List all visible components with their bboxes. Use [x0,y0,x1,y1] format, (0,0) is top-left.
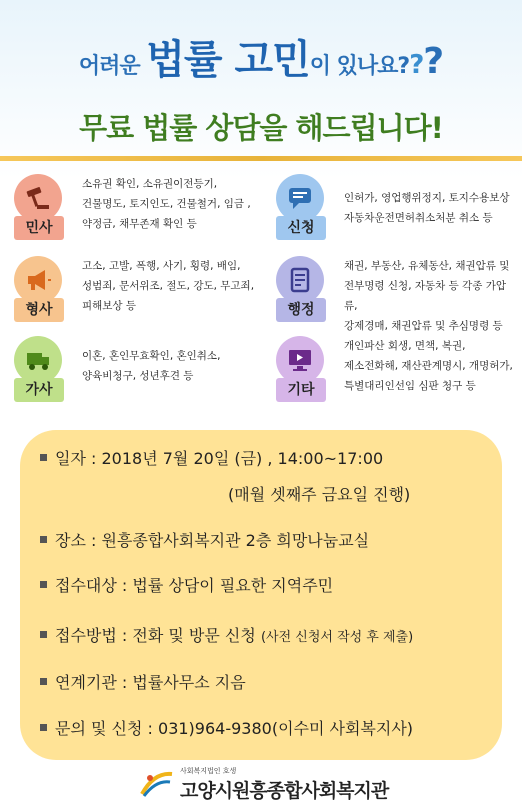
org-name: 고양시원흥종합사회복지관 [180,780,389,802]
category-description: 소유권 확인, 소유권이전등기, 건물명도, 토지인도, 건물철거, 임금 , 약정금, 채무존재 확인 등 [82,178,251,230]
bullet [40,678,47,685]
category-administrative [276,256,516,332]
info-target-text: 접수대상 : 법률 상담이 필요한 지역주민 [55,576,334,595]
info-method-note: (사전 신청서 작성 후 제출) [260,630,414,645]
headline-main: 법률 고민 [146,37,310,83]
speech-bubble-icon [276,174,324,222]
category-label: 행정 [276,298,326,322]
category-description: 고소, 고발, 폭행, 사기, 횡령, 배임, 성범죄, 문서위조, 절도, 강도, 무고죄, 피해보상 등 [82,260,255,312]
bullet [40,536,47,543]
megaphone-icon [14,256,62,304]
logo-icon [140,768,174,800]
org-subtitle: 사회복지법인 호생 [180,767,237,775]
category-civil [14,174,264,246]
category-label: 기타 [276,378,326,402]
category-description: 채권, 부동산, 유체동산, 채권압류 및 전부명령 신청, 자동차 등 각종 가압류, 강제경매, 채권압류 및 추심명령 등 [344,260,510,332]
info-date [40,446,383,469]
truck-icon [14,336,62,384]
category-label: 신청 [276,216,326,240]
bullet [40,581,47,588]
bullet [40,724,47,731]
category-label: 형사 [14,298,64,322]
headline-question-mark-large: ? [423,41,444,82]
bullet [40,631,47,638]
info-partner [40,670,246,693]
info-partner-text: 연계기관 : 법률사무소 지음 [55,673,246,692]
info-target [40,573,333,596]
category-label: 민사 [14,216,64,240]
footer [140,766,400,806]
category-description: 이혼, 혼인무효확인, 혼인취소, 양육비청구, 성년후견 등 [82,350,221,382]
category-other [276,336,516,408]
info-method-text: 접수방법 : 전화 및 방문 신청 [55,626,261,645]
headline-suffix: 이 있나요? [309,54,410,79]
info-place [40,528,369,551]
info-contact-text: 문의 및 신청 : 031)964-9380(이수미 사회복지사) [55,719,414,738]
category-description: 개인파산 회생, 면책, 복권, 제소전화해, 재산관계명시, 개명허가, 특별대리인선임 심판 청구 등 [344,340,513,392]
subheadline: 무료 법률 상담을 해드립니다! [79,111,443,145]
info-date-text: 일자 : 2018년 7월 20일 (금) , 14:00~17:00 [55,449,384,468]
divider [0,156,522,161]
gavel-icon [14,174,62,222]
category-criminal [14,256,264,328]
category-application [276,174,516,246]
info-place-text: 장소 : 원흥종합사회복지관 2층 희망나눔교실 [55,531,370,550]
headline [0,28,522,85]
category-family [14,336,264,408]
document-list-icon [276,256,324,304]
bullet [40,454,47,461]
headline-prefix: 어려운 [78,54,147,79]
category-description: 인허가, 영업행위정지, 토지수용보상 자동차운전면허취소처분 취소 등 [344,192,510,224]
info-contact [40,716,413,739]
category-label: 가사 [14,378,64,402]
headline-question-mark: ? [409,50,424,80]
info-method [40,623,413,646]
monitor-icon [276,336,324,384]
info-date-note: (매월 셋째주 금요일 진행) [228,485,411,504]
